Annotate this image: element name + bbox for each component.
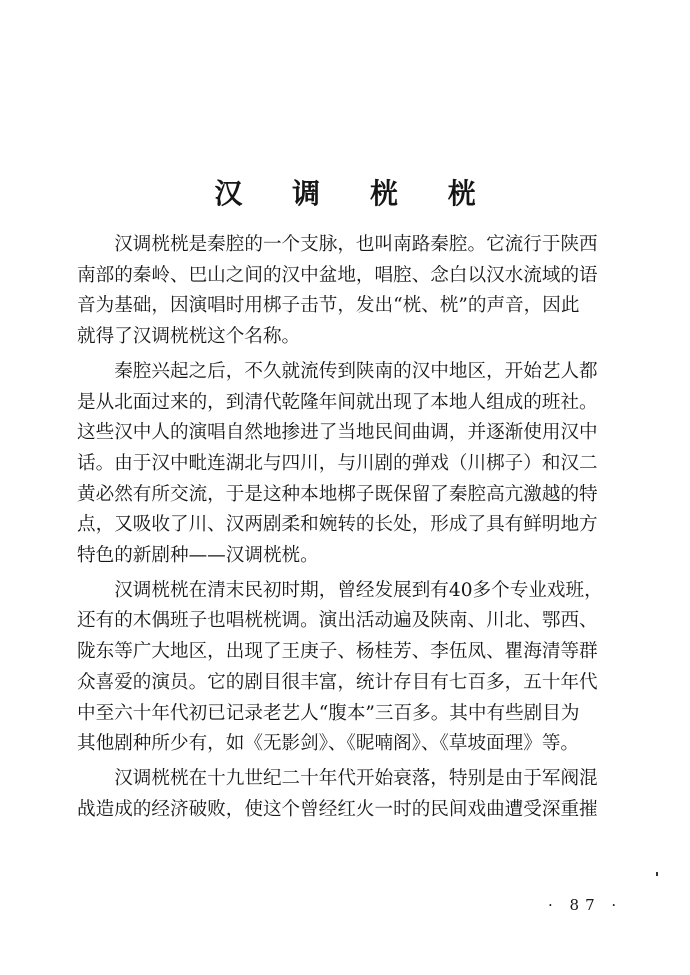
text-line: 特色的新剧种——汉调桄桄。	[77, 545, 319, 567]
page-number: · 87 ·	[548, 896, 623, 914]
text-line: 众喜爱的演员。它的剧目很丰富，统计存目有七百多，五十年代	[77, 671, 598, 693]
text-line: 就得了汉调桄桄这个名称。	[77, 326, 301, 348]
scan-speck	[656, 872, 658, 876]
text-line: 还有的木偶班子也唱桄桄调。演出活动遍及陕南、川北、鄂西、	[77, 610, 598, 632]
text-line: 陇东等广大地区，出现了王庚子、杨桂芳、李伍凤、瞿海清等群	[77, 641, 598, 663]
text-line: 音为基础，因演唱时用梆子击节，发出“桄、桄”的声音，因此	[77, 295, 580, 317]
text-line: 汉调桄桄在十九世纪二十年代开始衰落，特别是由于军阀混	[77, 767, 598, 789]
paragraph-2	[77, 357, 617, 572]
text-line: 秦腔兴起之后，不久就流传到陕南的汉中地区，开始艺人都	[77, 360, 598, 382]
text-line: 黄必然有所交流，于是这种本地梆子既保留了秦腔高亢激越的特	[77, 483, 598, 505]
text-line: 汉调桄桄在清末民初时期，曾经发展到有40多个专业戏班，	[77, 579, 603, 601]
text-line: 话。由于汉中毗连湖北与四川，与川剧的弹戏（川梆子）和汉二	[77, 452, 598, 474]
page-title: 汉 调 桄 桄	[214, 177, 496, 210]
paragraph-3	[77, 576, 617, 760]
text-line: 汉调桄桄是秦腔的一个支脉，也叫南路秦腔。它流行于陕西	[77, 234, 598, 255]
paragraph-1	[77, 230, 617, 353]
text-line: 中至六十年代初已记录老艺人“腹本”三百多。其中有些剧目为	[77, 702, 580, 724]
text-line: 是从北面过来的，到清代乾隆年间就出现了本地人组成的班社。	[77, 391, 598, 413]
text-line: 其他剧种所少有，如《无影剑》、《昵喃阁》、《草坡面理》等。	[77, 733, 580, 755]
text-line: 战造成的经济破败，使这个曾经红火一时的民间戏曲遭受深重摧	[77, 798, 598, 820]
body-text	[77, 230, 617, 829]
text-line: 点，又吸收了川、汉两剧柔和婉转的长处，形成了具有鲜明地方	[77, 514, 598, 536]
text-line: 这些汉中人的演唱自然地掺进了当地民间曲调，并逐渐使用汉中	[77, 422, 598, 444]
paragraph-4	[77, 764, 617, 825]
text-line: 南部的秦岭、巴山之间的汉中盆地，唱腔、念白以汉水流域的语	[77, 264, 598, 286]
